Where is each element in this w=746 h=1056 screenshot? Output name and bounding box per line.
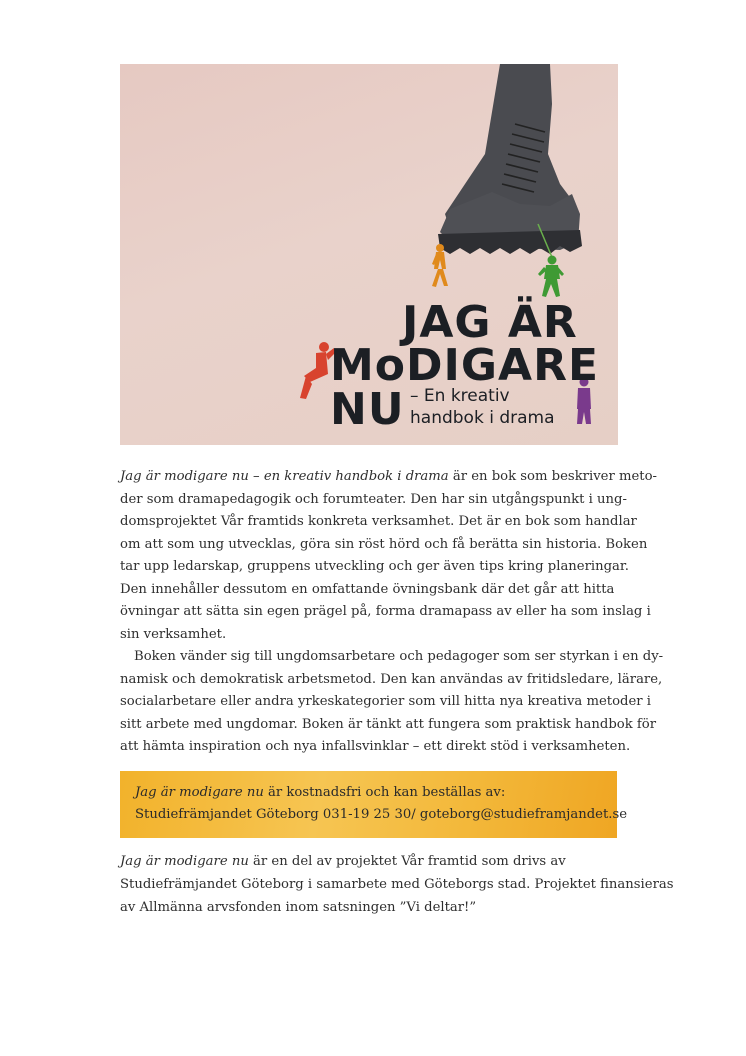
intro-line: tar upp ledarskap, gruppens utveckling och ger även tips kring planeringar. — [120, 559, 629, 574]
intro-book-title: Jag är modigare nu – en kreativ handbok i drama — [120, 469, 449, 484]
audience-line: Boken vänder sig till ungdomsarbetare och pedagoger som ser styrkan i en dy- — [134, 649, 664, 664]
order-line-1 — [135, 785, 505, 800]
intro-line-1-rest: är en bok som beskriver meto- — [448, 469, 657, 484]
project-line-1-rest: är en del av projektet Vår framtid som drivs av — [248, 854, 566, 869]
project-line-3: av Allmänna arvsfonden inom satsningen ”Vi deltar!” — [120, 900, 477, 915]
intro-line: sin verksamhet. — [120, 626, 227, 642]
audience-line: att hämta inspiration och nya infallsvinklar – ett direkt stöd i verksamheten. — [120, 739, 631, 754]
book-cover-image — [120, 64, 618, 445]
intro-line: om att som ung utvecklas, göra sin röst hörd och få berätta sin historia. Boken — [120, 536, 648, 552]
cover-subtitle-line-2: handbok i drama — [410, 408, 555, 428]
intro-line: Den innehåller dessutom en omfattande övningsbank där det går att hitta — [120, 581, 615, 597]
intro-line: domsprojektet Vår framtids konkreta verksamhet. Det är en bok som handlar — [120, 514, 637, 529]
project-book-title: Jag är modigare nu — [120, 854, 249, 869]
project-info-paragraph — [120, 850, 674, 919]
audience-line: sitt arbete med ungdomar. Boken är tänkt att fungera som praktisk handbok för — [120, 716, 657, 732]
order-contact: Studiefrämjandet Göteborg 031-19 25 30/ goteborg@studieframjandet.se — [135, 807, 628, 822]
audience-line: namisk och demokratisk arbetsmetod. Den kan användas av fritidsledare, lärare, — [120, 671, 663, 687]
intro-line-1 — [120, 466, 657, 489]
intro-paragraph — [120, 466, 657, 646]
cover-subtitle-line-1: – En kreativ — [410, 386, 510, 406]
audience-paragraph — [120, 646, 664, 759]
cover-title-line-1: JAG ÄR — [402, 297, 578, 348]
project-line-1 — [120, 850, 620, 873]
intro-line: der som dramapedagogik och forumteater. Den har sin utgångspunkt i ung- — [120, 491, 627, 507]
project-line-2: Studiefrämjandet Göteborg i samarbete med Göteborgs stad. Projektet finansieras — [120, 877, 674, 892]
intro-line: övningar att sätta sin egen prägel på, forma dramapass av eller ha som inslag i — [120, 604, 651, 619]
order-info-banner — [120, 771, 628, 838]
order-book-title: Jag är modigare nu — [135, 785, 264, 800]
cover-title-line-3: NU — [330, 384, 405, 435]
cover-title-line-2: MoDIGARE — [330, 340, 600, 391]
audience-line: socialarbetare eller andra yrkeskategorier som vill hitta nya kreativa metoder i — [120, 694, 651, 709]
green-climber-icon — [538, 256, 564, 298]
order-line-1-rest: är kostnadsfri och kan beställas av: — [263, 785, 506, 800]
boot-sole — [438, 230, 582, 254]
